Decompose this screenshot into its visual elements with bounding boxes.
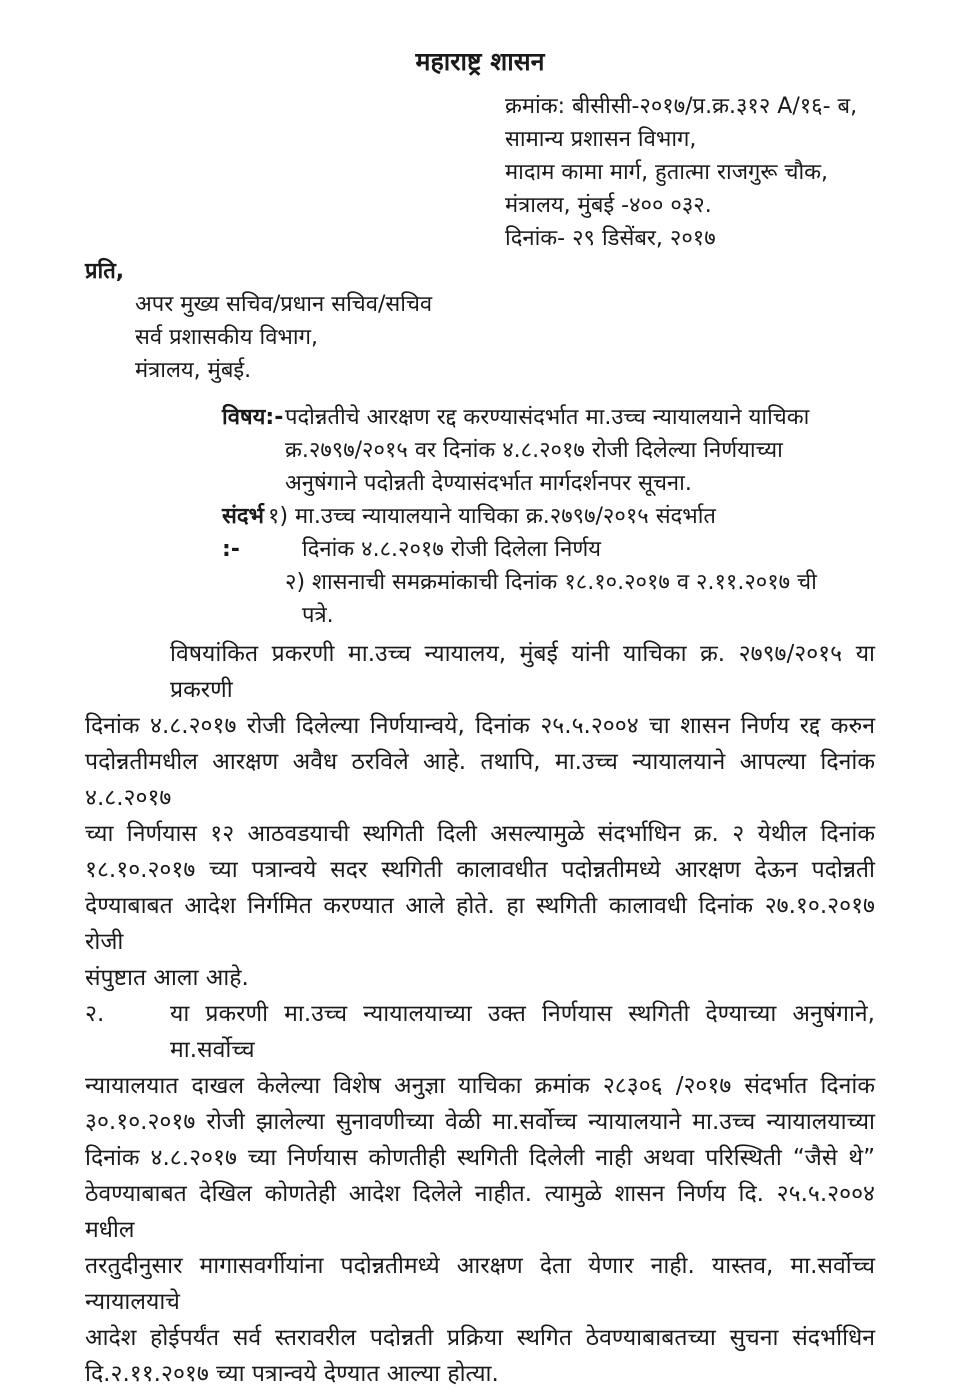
page-title: महाराष्ट्र शासन bbox=[415, 47, 545, 76]
letter-number-line: क्रमांक: बीसीसी-२०१७/प्र.क्र.३१२ A/१६- ब, bbox=[505, 94, 858, 119]
salutation: प्रति, bbox=[85, 259, 125, 284]
recipient-block bbox=[135, 288, 875, 387]
paragraph-line: देण्याबाबत आदेश निर्गमित करण्यात आले होते. हा स्थगिती कालावधी दिनांक २७.१०.२०१७ रोजी bbox=[85, 893, 875, 955]
date-line: दिनांक- २९ डिसेंबर, २०१७ bbox=[505, 226, 716, 251]
street-address-line: मादाम कामा मार्ग, हुतात्मा राजगुरू चौक, bbox=[505, 160, 829, 185]
reference-block bbox=[222, 500, 875, 632]
reference-line: पत्रे. bbox=[302, 603, 334, 628]
city-address-line: मंत्रालय, मुंबई -४०० ०३२. bbox=[505, 193, 712, 218]
paragraph-line: ठेवण्याबाबत देखिल कोणतेही आदेश दिलेले नाहीत. त्यामुळे शासन निर्णय दि. २५.५.२००४ मधील bbox=[85, 1181, 875, 1243]
paragraph-line: च्या निर्णयास १२ आठवडयाची स्थगिती दिली असल्यामुळे संदर्भाधिन क्र. २ येथील दिनांक bbox=[85, 821, 875, 847]
recipient-line: मंत्रालय, मुंबई. bbox=[135, 358, 252, 383]
subject-label: विषय:- bbox=[222, 405, 284, 430]
reference-line: दिनांक ४.८.२०१७ रोजी दिलेला निर्णय bbox=[302, 537, 601, 562]
paragraph-line: न्यायालयात दाखल केलेल्या विशेष अनुज्ञा याचिका क्रमांक २८३०६ /२०१७ संदर्भात दिनांक bbox=[85, 1073, 875, 1099]
paragraph-number: २. bbox=[85, 1001, 105, 1027]
recipient-line: अपर मुख्य सचिव/प्रधान सचिव/सचिव bbox=[135, 292, 433, 317]
paragraph-line: ३०.१०.२०१७ रोजी झालेल्या सुनावणीच्या वेळी मा.सर्वोच्च न्यायालयाने मा.उच्च न्यायालयाच्या bbox=[85, 1109, 875, 1135]
subject-line: पदोन्नतीचे आरक्षण रद्द करण्यासंदर्भात मा.उच्च न्यायालयाने याचिका bbox=[285, 405, 810, 430]
reference-line: १) मा.उच्च न्यायालयाने याचिका क्र.२७९७/२०१५ संदर्भात bbox=[268, 504, 716, 529]
paragraph-line: १८.१०.२०१७ च्या पत्रान्वये सदर स्थगिती कालावधीत पदोन्नतीमध्ये आरक्षण देऊन पदोन्नती bbox=[85, 857, 875, 883]
paragraph-line: दि.२.११.२०१७ च्या पत्रान्वये देण्यात आल्या होत्या. bbox=[85, 1361, 499, 1387]
paragraph-line: तरतुदीनुसार मागासवर्गीयांना पदोन्नतीमध्ये आरक्षण देता येणार नाही. यास्तव, मा.सर्वोच्च न्यायालयाचे bbox=[85, 1253, 875, 1315]
sender-address-block bbox=[505, 90, 875, 255]
reference-text bbox=[268, 500, 817, 632]
recipient-line: सर्व प्रशासकीय विभाग, bbox=[135, 325, 318, 350]
paragraph-line: या प्रकरणी मा.उच्च न्यायालयाच्या उक्त निर्णयास स्थगिती देण्याच्या अनुषंगाने, मा.सर्वोच्च bbox=[170, 1001, 875, 1063]
reference-line: २) शासनाची समक्रमांकाची दिनांक १८.१०.२०१७ व २.११.२०१७ ची bbox=[285, 570, 817, 595]
body-paragraph-1 bbox=[85, 636, 875, 996]
reference-label: संदर्भ :- bbox=[222, 504, 265, 562]
paragraph-line: पदोन्नतीमधील आरक्षण अवैध ठरविले आहे. तथापि, मा.उच्च न्यायालयाने आपल्या दिनांक ४.८.२०१७ bbox=[85, 749, 875, 811]
subject-line: क्र.२७९७/२०१५ वर दिनांक ४.८.२०१७ रोजी दिलेल्या निर्णयाच्या bbox=[285, 438, 783, 463]
paragraph-line: आदेश होईपर्यंत सर्व स्तरावरील पदोन्नती प्रक्रिया स्थगित ठेवण्याबाबतच्या सुचना संदर्भाधिन bbox=[85, 1325, 875, 1351]
paragraph-line: विषयांकित प्रकरणी मा.उच्च न्यायालय, मुंबई यांनी याचिका क्र. २७९७/२०१५ या प्रकरणी bbox=[170, 641, 875, 703]
body-paragraph-2 bbox=[85, 996, 875, 1392]
paragraph-line: संपुष्टात आला आहे. bbox=[85, 965, 249, 991]
department-line: सामान्य प्रशासन विभाग, bbox=[505, 127, 697, 152]
paragraph-line: दिनांक ४.८.२०१७ रोजी दिलेल्या निर्णयान्वये, दिनांक २५.५.२००४ चा शासन निर्णय रद्द करुन bbox=[85, 713, 875, 739]
paragraph-line: दिनांक ४.८.२०१७ च्या निर्णयास कोणतीही स्थगिती दिलेली नाही अथवा परिस्थिती “जैसे थे” bbox=[85, 1145, 875, 1171]
subject-text bbox=[285, 401, 809, 500]
subject-line: अनुषंगाने पदोन्नती देण्यासंदर्भात मार्गदर्शनपर सूचना. bbox=[285, 471, 692, 496]
subject-block bbox=[222, 401, 875, 500]
